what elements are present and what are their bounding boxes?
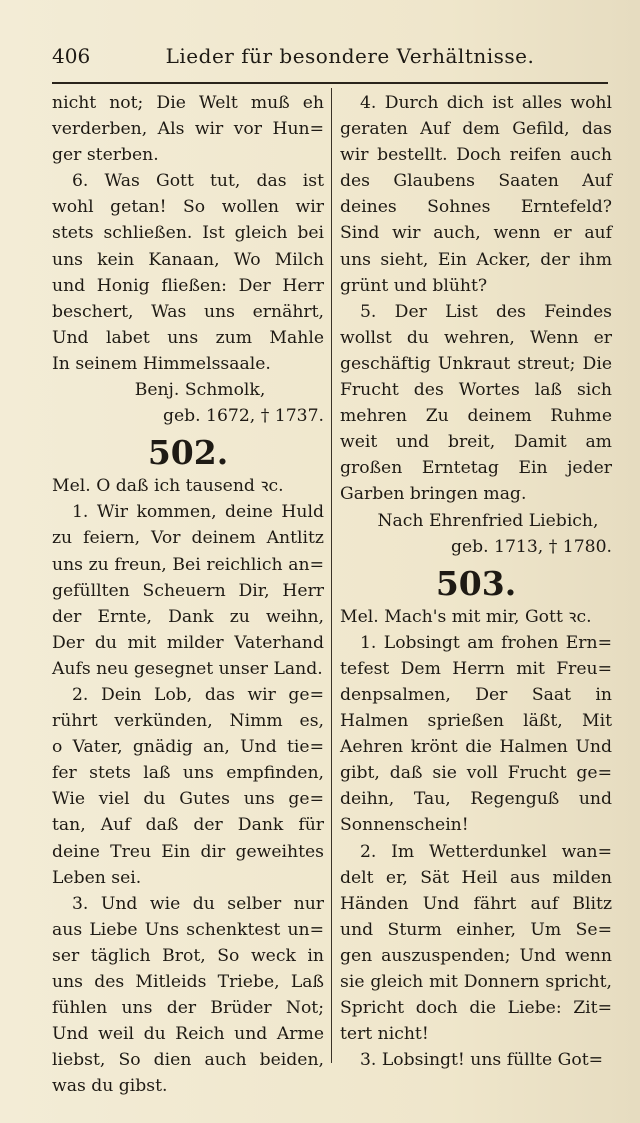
verse-line: Garben bringen mag. [340,484,527,505]
verse-line: In seinem Himmelssaale. [52,353,271,374]
verse-line: 6. Was Gott tut, das ist [72,171,324,192]
verse-line: Sonnenschein! [340,815,469,836]
verse-line: großen Erntetag Ein jeder [340,458,612,479]
verse-line: tefest Dem Herrn mit Freu= [340,658,612,679]
verse-line: 2. Dein Lob, das wir ge= [72,684,324,705]
verse-line: geschäftig Unkraut streut; Die [340,353,612,374]
right-column [340,90,612,1073]
verse-line: und Sturm einher, Um Se= [340,919,612,940]
page-number: 406 [52,44,91,68]
verse-line: und Honig fließen: Der Herr [52,275,324,296]
verse-line: verderben, Als wir vor Hun= [52,119,324,140]
hymn-502-continued [340,90,612,508]
verse-line: 5. Der List des Feindes [360,301,612,322]
verse-line: uns des Mitleids Triebe, Laß [52,972,324,992]
hymn-number: 502. [147,433,229,473]
verse-line: nicht not; Die Welt muß eh [52,93,324,113]
verse-line: geraten Auf dem Gefild, das [340,119,612,140]
verse-line: gibt, daß sie voll Frucht ge= [340,763,612,784]
page-header [52,44,608,76]
verse-line: 1. Lobsingt am frohen Ern= [360,632,612,653]
hymn-503-text [340,630,612,1074]
verse-line: tan, Auf daß der Dank für [52,815,324,836]
verse-line: ger sterben. [52,145,159,166]
header-rule [52,82,608,84]
author-name: Nach Ehrenfried Liebich, [377,510,599,531]
verse-line: Und labet uns zum Mahle [52,327,324,348]
verse-line: Aufs neu gesegnet unser Land. [52,658,323,679]
verse-line: uns kein Kanaan, Wo Milch [52,249,324,270]
verse-line: Der du mit milder Vaterhand [52,632,324,653]
verse-line: Leben sei. [52,867,142,888]
verse-line: gefüllten Scheuern Dir, Herr [52,580,324,601]
hymn-502-text [52,499,324,1099]
left-column [52,90,324,1099]
author-dates: geb. 1672, † 1737. [162,406,324,427]
verse-line: wir bestellt. Doch reifen auch [340,145,612,166]
verse-line: deihn, Tau, Regenguß und [340,789,612,810]
verse-line: uns zu freun, Bei reichlich an= [52,554,324,575]
verse-line: 3. Und wie du selber nur [72,893,324,914]
verse-line: Sind wir auch, wenn er auf [340,223,612,244]
verse-line: gen auszuspenden; Und wenn [340,945,612,966]
author-dates: geb. 1713, † 1780. [450,536,612,557]
author-name: Benj. Schmolk, [134,380,266,401]
verse-line: des Glaubens Saaten Auf [340,171,612,192]
verse-line: stets schließen. Ist gleich bei [52,223,324,244]
verse-line: der Ernte, Dank zu weihn, [52,606,324,627]
verse-line: rührt verkünden, Nimm es, [52,711,324,732]
verse-line: ser täglich Brot, So weck in [52,945,324,966]
melody-line: Mel. Mach's mit mir, Gott ꝛc. [340,606,592,627]
verse-line: 4. Durch dich ist alles wohl [360,93,612,113]
verse-line: Spricht doch die Liebe: Zit= [340,998,612,1019]
verse-line: Und weil du Reich und Arme [52,1024,324,1045]
verse-line: wohl getan! So wollen wir [52,197,324,218]
verse-line: delt er, Sät Heil aus milden [340,867,612,888]
melody-line: Mel. O daß ich tausend ꝛc. [52,476,284,497]
verse-line: o Vater, gnädig an, Und tie= [52,737,324,758]
verse-line: fühlen uns der Brüder Not; [52,998,324,1019]
verse-line: liebst, So dien auch beiden, [52,1050,324,1071]
hymn-501-ending [52,90,324,377]
verse-line: aus Liebe Uns schenktest un= [52,919,324,940]
verse-line: Wie viel du Gutes uns ge= [52,789,324,810]
verse-line: beschert, Was uns ernährt, [52,301,324,322]
verse-line: Händen Und fährt auf Blitz [340,893,612,914]
running-title: Lieder für besondere Verhältnisse. [165,44,535,68]
hymn-number: 503. [435,563,517,603]
verse-line: Aehren krönt die Halmen Und [340,737,612,758]
verse-line: Halmen sprießen läßt, Mit [340,711,612,732]
verse-line: fer stets laß uns empfinden, [52,763,324,784]
verse-line: 3. Lobsingt! uns füllte Got= [360,1050,604,1071]
verse-line: wollst du wehren, Wenn er [340,327,612,348]
verse-line: Frucht des Wortes laß sich [340,380,612,401]
verse-line: weit und breit, Damit am [340,432,612,453]
verse-line: uns sieht, Ein Acker, der ihm [340,249,612,270]
verse-line: was du gibst. [52,1076,168,1097]
verse-line: 2. Im Wetterdunkel wan= [360,841,612,862]
verse-line: sie gleich mit Donnern spricht, [340,972,612,992]
verse-line: mehren Zu deinem Ruhme [340,406,612,427]
verse-line: grünt und blüht? [340,275,488,296]
verse-line: tert nicht! [340,1024,429,1045]
column-divider [331,88,332,1063]
verse-line: deines Sohnes Erntefeld? [340,197,612,218]
verse-line: denpsalmen, Der Saat in [340,684,612,705]
verse-line: 1. Wir kommen, deine Huld [72,502,324,523]
verse-line: deine Treu Ein dir geweihtes [52,841,324,862]
verse-line: zu feiern, Vor deinem Antlitz [52,528,324,549]
